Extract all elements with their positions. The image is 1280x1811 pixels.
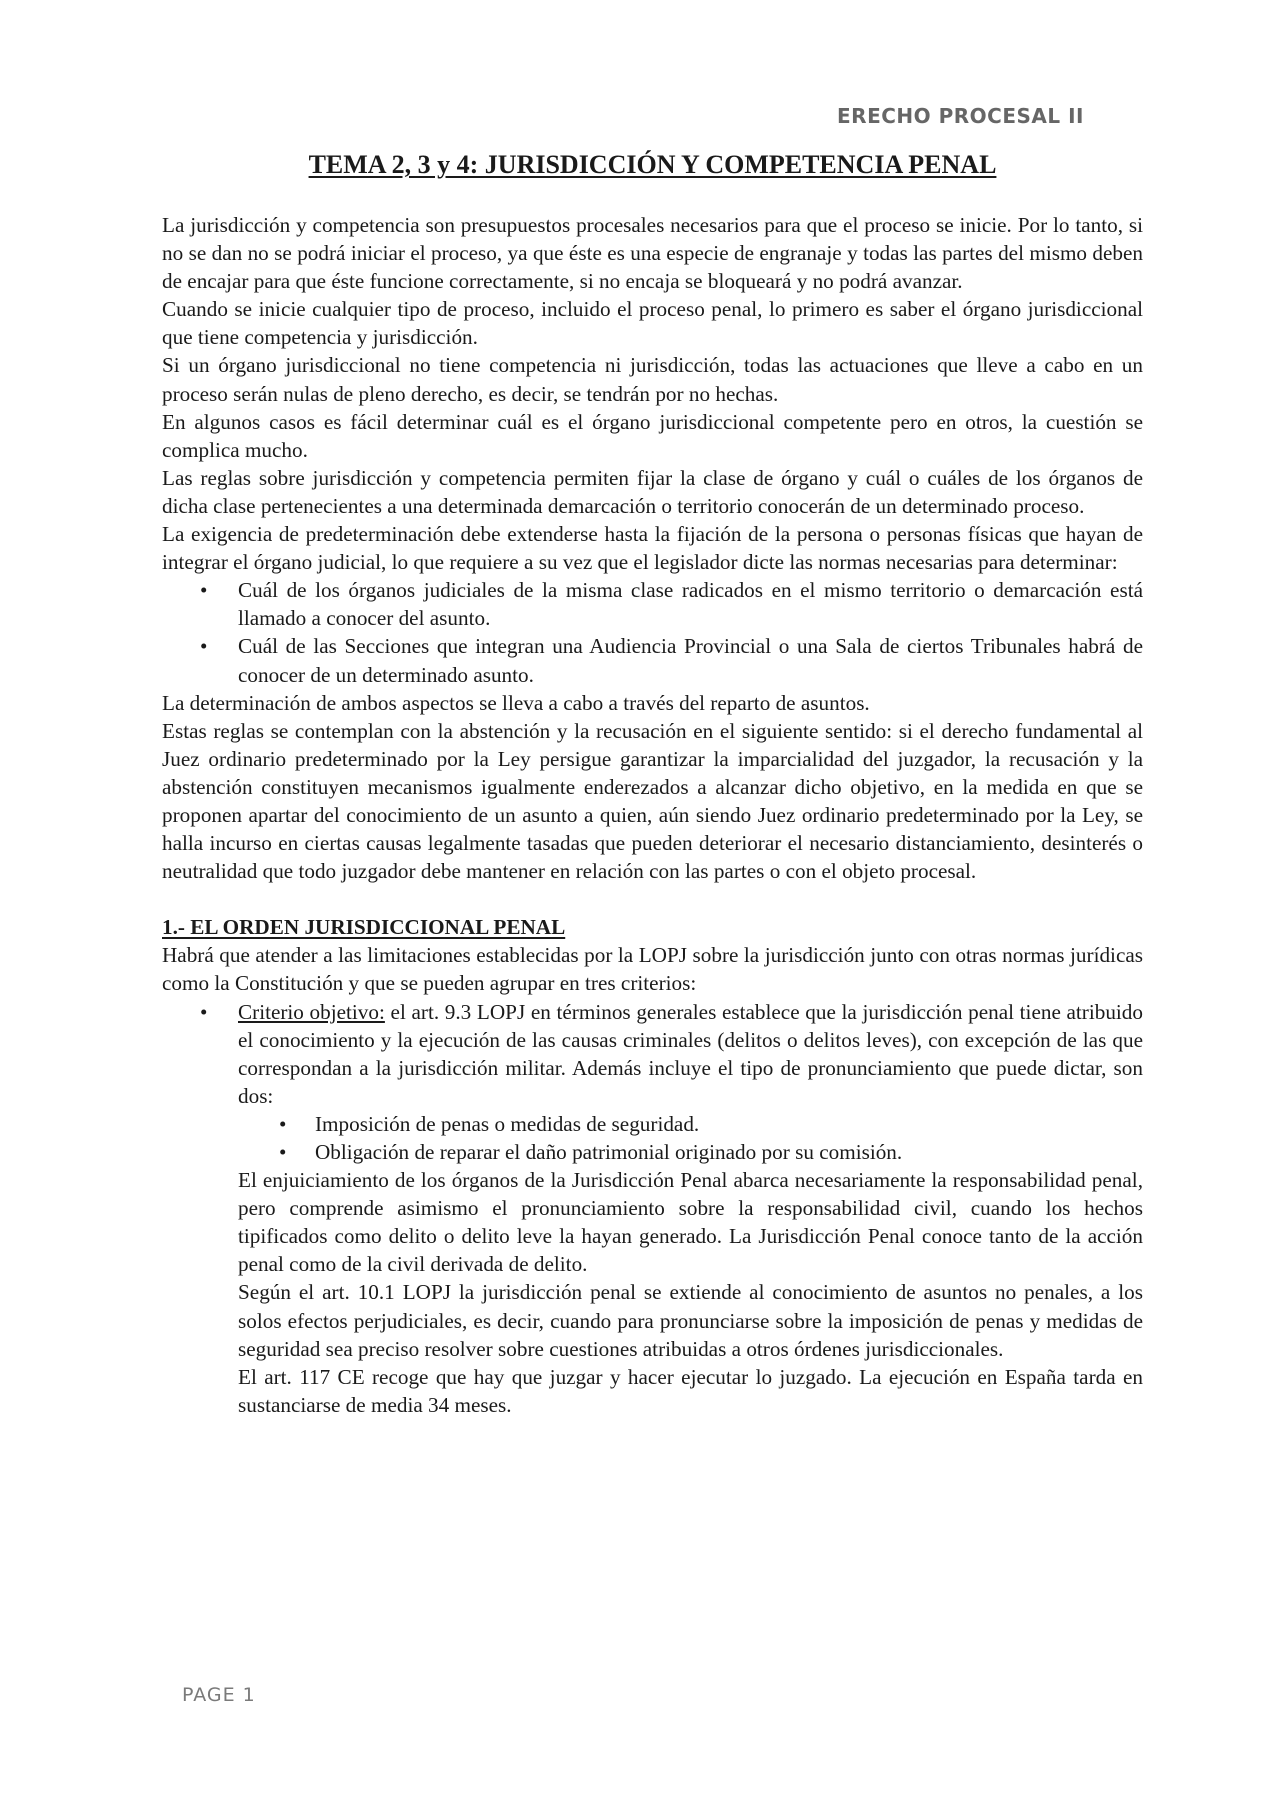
paragraph: Si un órgano jurisdiccional no tiene competencia ni jurisdicción, todas las actuaciones que lleve a cabo en un proceso serán nulas de pleno derecho, es decir, se tendrán por no hechas.	[162, 353, 1143, 406]
page-number: PAGE 1	[182, 1684, 256, 1706]
sub-bullet-list	[162, 1110, 1143, 1166]
paragraph: Habrá que atender a las limitaciones establecidas por la LOPJ sobre la jurisdicción junto con otras normas jurídicas como la Constitución y que se pueden agrupar en tres criterios:	[162, 943, 1143, 996]
document-title: TEMA 2, 3 y 4: JURISDICCIÓN Y COMPETENCIA PENAL	[308, 150, 997, 179]
criterio-label: Criterio objetivo:	[238, 999, 385, 1024]
sub-list-item-text: Imposición de penas o medidas de seguridad.	[315, 1111, 700, 1136]
blank-line	[162, 885, 1143, 913]
list-item	[162, 576, 1143, 632]
list-item-text: Cuál de los órganos judiciales de la misma clase radicados en el mismo territorio o demarcación está llamado a conocer del asunto.	[238, 578, 1143, 631]
section-heading: 1.- EL ORDEN JURISDICCIONAL PENAL	[162, 915, 566, 940]
bullet-icon: •	[200, 999, 208, 1024]
list-item	[162, 998, 1143, 1110]
paragraph: La determinación de ambos aspectos se lleva a cabo a través del reparto de asuntos.	[162, 690, 870, 715]
bullet-list	[162, 576, 1143, 688]
paragraph: En algunos casos es fácil determinar cuál es el órgano jurisdiccional competente pero en otros, la cuestión se complica mucho.	[162, 409, 1143, 462]
bullet-icon: •	[279, 1111, 287, 1136]
indented-paragraph: El enjuiciamiento de los órganos de la Jurisdicción Penal abarca necesariamente la responsabilidad penal, pero comprende asimismo el pronunciamiento sobre la responsabilidad civil, cuando los hechos tipificados como delito o delito leve la hayan generado. La Jurisdicción Penal conoce tanto de la acción penal como de la civil derivada de delito.	[238, 1168, 1143, 1277]
indented-paragraph: El art. 117 CE recoge que hay que juzgar y hacer ejecutar lo juzgado. La ejecución en España tarda en sustanciarse de media 34 meses.	[238, 1364, 1143, 1417]
bullet-icon: •	[279, 1140, 287, 1164]
criteria-list	[162, 998, 1143, 1110]
sub-list-item	[162, 1110, 1143, 1138]
sub-list-item-text: Obligación de reparar el daño patrimonial originado por su comisión.	[315, 1140, 903, 1164]
list-item-text: Cuál de las Secciones que integran una Audiencia Provincial o una Sala de ciertos Tribunales habrá de conocer de un determinado asunto.	[238, 634, 1143, 687]
criterio-text: el art. 9.3 LOPJ en términos generales establece que la jurisdicción penal tiene atribuido el conocimiento y la ejecución de las causas criminales (delitos o delitos leves), con excepción de las que correspondan a la jurisdicción militar. Además incluye el tipo de pronunciamiento que puede dictar, son dos:	[238, 999, 1143, 1108]
paragraph: Estas reglas se contemplan con la abstención y la recusación en el siguiente sentido: si el derecho fundamental al Juez ordinario predeterminado por la Ley persigue garantizar la imparcialidad del juzgador, la recusación y la abstención constituyen mecanismos igualmente enderezados a alcanzar dicho objetivo, en la medida en que se proponen apartar del conocimiento de un asunto a quien, aún siendo Juez ordinario predeterminado por la Ley, se halla incurso en ciertas causas legalmente tasadas que pueden deteriorar el necesario distanciamiento, desinterés o neutralidad que todo juzgador debe mantener en relación con las partes o con el objeto procesal.	[162, 718, 1143, 884]
bullet-icon: •	[200, 634, 208, 659]
bullet-icon: •	[200, 578, 208, 603]
document-body	[162, 211, 1143, 1419]
list-item	[162, 632, 1143, 688]
running-header: ERECHO PROCESAL II	[837, 104, 1084, 128]
indented-paragraph: Según el art. 10.1 LOPJ la jurisdicción penal se extiende al conocimiento de asuntos no penales, a los solos efectos perjudiciales, es decir, cuando para pronunciarse sobre la imposición de penas y medidas de seguridad sea preciso resolver sobre cuestiones atribuidas a otros órdenes jurisdiccionales.	[238, 1280, 1143, 1361]
paragraph: Cuando se inicie cualquier tipo de proceso, incluido el proceso penal, lo primero es saber el órgano jurisdiccional que tiene competencia y jurisdicción.	[162, 297, 1143, 350]
sub-list-item	[162, 1138, 1143, 1166]
paragraph: La jurisdicción y competencia son presupuestos procesales necesarios para que el proceso se inicie. Por lo tanto, si no se dan no se podrá iniciar el proceso, ya que éste es una especie de engranaje y todas las partes del mismo deben de encajar para que éste funcione correctamente, si no encaja se bloqueará y no podrá avanzar.	[162, 213, 1143, 294]
paragraph: Las reglas sobre jurisdicción y competencia permiten fijar la clase de órgano y cuál o cuáles de los órganos de dicha clase pertenecientes a una determinada demarcación o territorio conocerán de un determinado proceso.	[162, 465, 1143, 518]
paragraph: La exigencia de predeterminación debe extenderse hasta la fijación de la persona o personas físicas que hayan de integrar el órgano judicial, lo que requiere a su vez que el legislador dicte las normas necesarias para determinar:	[162, 522, 1143, 575]
